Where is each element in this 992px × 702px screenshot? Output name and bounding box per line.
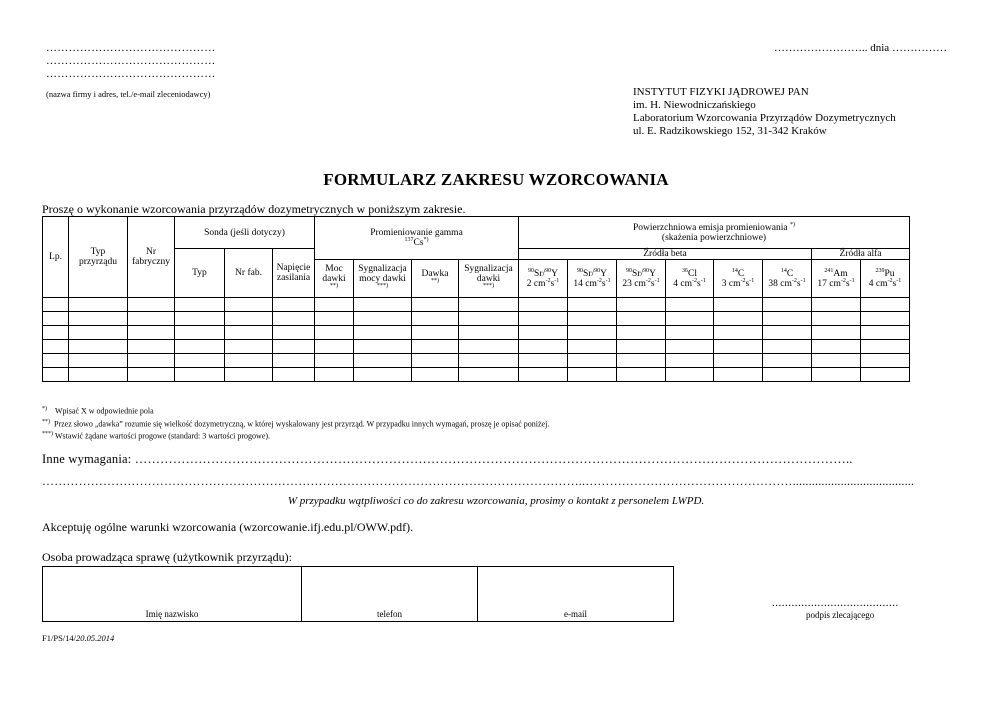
footnote: ***) Wstawić żądane wartości progowe (standard: 3 wartości progowe). — [42, 431, 271, 441]
table-cell[interactable] — [225, 326, 273, 340]
footnote: *) Wpisać X w odpowiednie pola — [42, 406, 154, 416]
table-cell[interactable] — [128, 368, 175, 382]
table-cell[interactable] — [69, 312, 128, 326]
table-cell[interactable] — [412, 312, 459, 326]
table-cell[interactable] — [225, 354, 273, 368]
table-cell[interactable] — [861, 340, 910, 354]
table-cell[interactable] — [617, 312, 666, 326]
table-cell[interactable] — [43, 312, 69, 326]
header-source: $^{90}$Sr/$^{90}$Y 23 $cm^{-2}s^{-1}$ — [617, 260, 666, 298]
table-cell[interactable] — [43, 368, 69, 382]
table-cell[interactable] — [128, 312, 175, 326]
doubt-notice: W przypadku wątpliwości co do zakresu wzorcowania, prosimy o kontakt z personelem LWPD. — [287, 495, 705, 507]
table-cell[interactable] — [128, 340, 175, 354]
table-cell[interactable] — [273, 368, 315, 382]
header-sygn-mocy: Sygnalizacja mocy dawki ***) — [354, 260, 412, 298]
table-cell[interactable] — [714, 340, 763, 354]
company-dots-2[interactable]: ……………………………………… — [46, 55, 216, 67]
table-cell[interactable] — [714, 326, 763, 340]
header-sonda: Sonda (jeśli dotyczy) — [175, 217, 315, 249]
header-surface: Powierzchniowa emisja promieniowania *) (skażenia powierzchniowe) — [519, 217, 910, 249]
table-cell[interactable] — [69, 368, 128, 382]
header-nr-fabryczny: Nr fabryczny — [128, 217, 175, 298]
table-cell[interactable] — [617, 368, 666, 382]
table-cell[interactable] — [812, 298, 861, 312]
table-cell[interactable] — [812, 312, 861, 326]
table-cell[interactable] — [315, 354, 354, 368]
table-cell[interactable] — [568, 368, 617, 382]
table-cell[interactable] — [861, 354, 910, 368]
table-cell[interactable] — [175, 340, 225, 354]
table-cell[interactable] — [568, 340, 617, 354]
table-cell[interactable] — [714, 368, 763, 382]
company-dots-3[interactable]: ……………………………………… — [46, 68, 216, 80]
table-cell[interactable] — [812, 354, 861, 368]
date-line[interactable]: …………………….. dnia …………… — [774, 42, 947, 54]
other-requirements-line-1[interactable] — [42, 452, 853, 467]
table-cell[interactable] — [617, 340, 666, 354]
company-address-lines[interactable] — [46, 42, 216, 81]
table-cell[interactable] — [225, 298, 273, 312]
table-cell[interactable] — [225, 368, 273, 382]
table-cell[interactable] — [354, 354, 412, 368]
calibration-table — [42, 216, 910, 382]
table-cell[interactable] — [519, 298, 568, 312]
table-cell[interactable] — [666, 340, 714, 354]
header-alfa: Źródła alfa — [812, 249, 910, 260]
table-cell[interactable] — [812, 368, 861, 382]
company-hint: (nazwa firmy i adres, tel./e-mail zleceniodawcy) — [46, 89, 211, 99]
table-cell[interactable] — [763, 354, 812, 368]
table-cell[interactable] — [519, 340, 568, 354]
header-sygn-dawki: Sygnalizacja dawki ***) — [459, 260, 519, 298]
email-field[interactable] — [478, 567, 673, 621]
form-title: FORMULARZ ZAKRESU WZORCOWANIA — [323, 170, 669, 189]
form-code: F1/PS/14/20.05.2014 — [42, 633, 115, 643]
institute-name: INSTYTUT FIZYKI JĄDROWEJ PAN — [633, 86, 809, 98]
table-cell[interactable] — [617, 354, 666, 368]
table-cell[interactable] — [666, 368, 714, 382]
table-row — [43, 354, 910, 368]
table-cell[interactable] — [861, 298, 910, 312]
table-cell[interactable] — [617, 326, 666, 340]
header-beta: Źródła beta — [519, 249, 812, 260]
name-field-label: Imię nazwisko — [145, 609, 199, 619]
header-source: $^{239}$Pu 4 $cm^{-2}s^{-1}$ — [861, 260, 910, 298]
table-cell[interactable] — [519, 326, 568, 340]
table-cell[interactable] — [412, 326, 459, 340]
table-cell[interactable] — [43, 298, 69, 312]
table-row — [43, 326, 910, 340]
table-cell[interactable] — [354, 298, 412, 312]
phone-field[interactable] — [302, 567, 478, 621]
table-cell[interactable] — [175, 326, 225, 340]
header-source: $^{36}$Cl 4 $cm^{-2}s^{-1}$ — [666, 260, 714, 298]
table-cell[interactable] — [315, 298, 354, 312]
table-cell[interactable] — [763, 326, 812, 340]
table-cell[interactable] — [568, 298, 617, 312]
header-gamma: Promieniowanie gamma $^{137}$Cs*) — [315, 217, 519, 260]
table-cell[interactable] — [225, 340, 273, 354]
institute-patron: im. H. Niewodniczańskiego — [633, 99, 756, 111]
table-cell[interactable] — [714, 312, 763, 326]
intro-text: Proszę o wykonanie wzorcowania przyrządów dozymetrycznych w poniższym zakresie. — [42, 202, 466, 216]
table-cell[interactable] — [568, 312, 617, 326]
header-sonda-typ: Typ — [175, 249, 225, 298]
footnote: **) Przez słowo „dawka” rozumie się wielkość dozymetryczną, w której wyskalowany jest przyrząd. W przypadku innych wymagań, proszę je opisać poniżej. — [42, 418, 550, 429]
header-lp: Lp. — [43, 217, 69, 298]
table-cell[interactable] — [763, 312, 812, 326]
table-cell[interactable] — [568, 354, 617, 368]
table-cell[interactable] — [69, 340, 128, 354]
table-cell[interactable] — [519, 354, 568, 368]
laboratory-name: Laboratorium Wzorcowania Przyrządów Dozymetrycznych — [633, 112, 896, 124]
phone-field-label: telefon — [377, 609, 402, 619]
name-field[interactable] — [43, 567, 302, 621]
table-cell[interactable] — [412, 354, 459, 368]
table-cell[interactable] — [273, 340, 315, 354]
table-cell[interactable] — [69, 298, 128, 312]
institute-street: ul. E. Radzikowskiego 152, 31-342 Kraków — [633, 125, 827, 137]
header-moc-dawki: Moc dawki **) — [315, 260, 354, 298]
table-cell[interactable] — [459, 354, 519, 368]
table-cell[interactable] — [763, 298, 812, 312]
table-row — [43, 312, 910, 326]
table-cell[interactable] — [812, 340, 861, 354]
company-dots-1[interactable]: ……………………………………… — [46, 42, 216, 54]
header-source: $^{90}$Sr/$^{90}$Y 2 $cm^{-2}s^{-1}$ — [519, 260, 568, 298]
other-requirements-line-2[interactable]: ……………………………………………………………………………………………………………………..……………………………………………...................................... — [42, 474, 915, 488]
table-cell[interactable] — [43, 340, 69, 354]
contact-box — [42, 566, 674, 622]
table-cell[interactable] — [128, 354, 175, 368]
table-cell[interactable] — [315, 340, 354, 354]
table-cell[interactable] — [69, 326, 128, 340]
header-sonda-nr: Nr fab. — [225, 249, 273, 298]
table-cell[interactable] — [459, 326, 519, 340]
signature-label: podpis zlecającego — [806, 610, 875, 620]
table-cell[interactable] — [128, 326, 175, 340]
table-cell[interactable] — [459, 340, 519, 354]
table-cell[interactable] — [175, 368, 225, 382]
email-field-label: e-mail — [564, 609, 587, 619]
table-cell[interactable] — [519, 368, 568, 382]
header-source: $^{90}$Sr/$^{90}$Y 14 $cm^{-2}s^{-1}$ — [568, 260, 617, 298]
table-cell[interactable] — [861, 312, 910, 326]
table-cell[interactable] — [763, 368, 812, 382]
table-cell[interactable] — [273, 312, 315, 326]
table-cell[interactable] — [812, 326, 861, 340]
person-label: Osoba prowadząca sprawę (użytkownik przyrządu): — [42, 550, 292, 564]
table-cell[interactable] — [175, 298, 225, 312]
table-cell[interactable] — [354, 312, 412, 326]
table-cell[interactable] — [273, 298, 315, 312]
table-cell[interactable] — [459, 312, 519, 326]
table-cell[interactable] — [412, 368, 459, 382]
table-cell[interactable] — [459, 368, 519, 382]
table-cell[interactable] — [225, 312, 273, 326]
header-source: $^{14}$C 38 $cm^{-2}s^{-1}$ — [763, 260, 812, 298]
signature-line[interactable]: ....................................... — [772, 597, 899, 609]
accept-terms: Akceptuję ogólne warunki wzorcowania (wzorcowanie.ifj.edu.pl/OWW.pdf). — [42, 520, 414, 534]
table-cell[interactable] — [315, 326, 354, 340]
table-cell[interactable] — [459, 298, 519, 312]
table-cell[interactable] — [175, 312, 225, 326]
table-row — [43, 298, 910, 312]
footnotes — [42, 404, 549, 442]
table-cell[interactable] — [273, 354, 315, 368]
table-cell[interactable] — [69, 354, 128, 368]
table-cell[interactable] — [763, 340, 812, 354]
table-cell[interactable] — [412, 340, 459, 354]
table-cell[interactable] — [666, 354, 714, 368]
institute-address — [633, 86, 896, 138]
header-source: $^{14}$C 3 $cm^{-2}s^{-1}$ — [714, 260, 763, 298]
table-row — [43, 368, 910, 382]
table-cell[interactable] — [861, 368, 910, 382]
table-cell[interactable] — [714, 298, 763, 312]
table-cell[interactable] — [666, 312, 714, 326]
table-cell[interactable] — [714, 354, 763, 368]
other-requirements-dots[interactable]: …………………………………………………………………………………………………………………………………………………….. — [134, 452, 853, 466]
table-cell[interactable] — [519, 312, 568, 326]
header-source: $^{241}$Am 17 $cm^{-2}s^{-1}$ — [812, 260, 861, 298]
table-cell[interactable] — [354, 340, 412, 354]
table-cell[interactable] — [666, 326, 714, 340]
header-dawka: Dawka **) — [412, 260, 459, 298]
table-cell[interactable] — [273, 326, 315, 340]
table-cell[interactable] — [354, 368, 412, 382]
table-cell[interactable] — [861, 326, 910, 340]
other-requirements-label: Inne wymagania: — [42, 452, 132, 466]
table-cell[interactable] — [175, 354, 225, 368]
table-cell[interactable] — [666, 298, 714, 312]
table-cell[interactable] — [315, 312, 354, 326]
table-cell[interactable] — [315, 368, 354, 382]
table-cell[interactable] — [412, 298, 459, 312]
table-cell[interactable] — [568, 326, 617, 340]
table-cell[interactable] — [43, 354, 69, 368]
table-cell[interactable] — [617, 298, 666, 312]
header-typ-przyrzadu: Typ przyrządu — [69, 217, 128, 298]
table-cell[interactable] — [128, 298, 175, 312]
header-napiecie: Napięcie zasilania — [273, 249, 315, 298]
table-cell[interactable] — [354, 326, 412, 340]
table-row — [43, 340, 910, 354]
table-cell[interactable] — [43, 326, 69, 340]
